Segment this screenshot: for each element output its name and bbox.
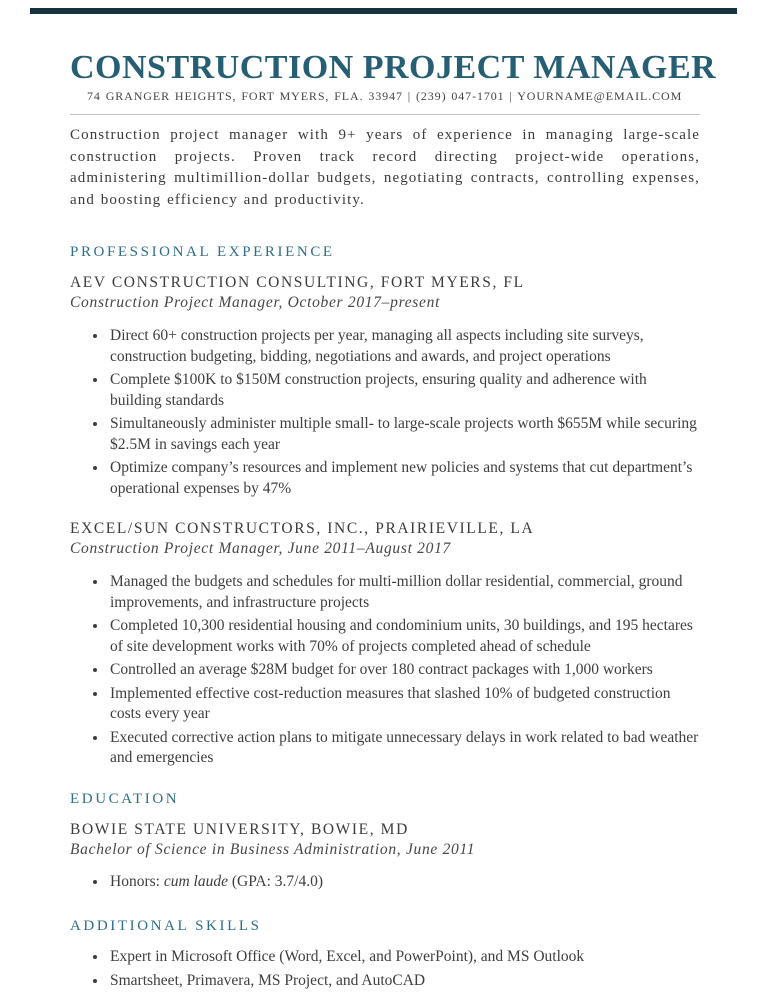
experience-entry bbox=[70, 520, 700, 769]
bullet-item: • Simultaneously administer multiple small- to large-scale projects worth $655M while securing $2.5M in savings each year bbox=[108, 414, 700, 455]
section-heading-skills: ADDITIONAL SKILLS bbox=[70, 918, 262, 934]
bullet-item: • Controlled an average $28M budget for over 180 contract packages with 1,000 workers bbox=[108, 660, 700, 681]
job-bullet-list bbox=[70, 326, 700, 499]
education-bullet-list bbox=[70, 872, 700, 893]
top-accent-bar bbox=[30, 8, 737, 14]
honors-item bbox=[108, 872, 700, 893]
contact-info: 74 GRANGER HEIGHTS, FORT MYERS, FLA. 33947 | (239) 047-1701 | YOURNAME@EMAIL.COM bbox=[87, 89, 683, 103]
job-bullet-list bbox=[70, 572, 700, 769]
honors-latin: cum laude bbox=[163, 872, 228, 890]
bullet-item: • Direct 60+ construction projects per year, managing all aspects including site surveys, construction budgeting, bidding, negotiations and awards, and project operations bbox=[108, 326, 700, 367]
company-name: AEV CONSTRUCTION CONSULTING, FORT MYERS, FL bbox=[70, 274, 525, 291]
job-title-dates: Construction Project Manager, October 2017–present bbox=[70, 294, 441, 311]
bullet-item: • Completed 10,300 residential housing and condominium units, 30 buildings, and 195 hectares of site development works with 70% of projects completed ahead of schedule bbox=[108, 616, 700, 657]
bullet-item: • Implemented effective cost-reduction measures that slashed 10% of budgeted construction costs every year bbox=[108, 684, 700, 725]
bullet-item: • Managed the budgets and schedules for multi-million dollar residential, commercial, ground improvements, and infrastructure projects bbox=[108, 572, 700, 613]
job-title-dates: Construction Project Manager, June 2011–August 2017 bbox=[70, 540, 451, 557]
honors-prefix: Honors: bbox=[110, 872, 164, 890]
education-entry bbox=[70, 821, 700, 893]
summary-paragraph: Construction project manager with 9+ years of experience in managing large-scale construction projects. Proven track record directing project-wide operations, administering multimillion-dollar budgets, negotiating contracts, controlling expenses, and boosting efficiency and productivity. bbox=[70, 127, 700, 208]
section-heading-experience: PROFESSIONAL EXPERIENCE bbox=[70, 244, 335, 260]
bullet-item: • Optimize company’s resources and implement new policies and systems that cut department’s operational expenses by 47% bbox=[108, 458, 700, 499]
bullet-item: • Expert in Microsoft Office (Word, Excel, and PowerPoint), and MS Outlook bbox=[108, 947, 700, 968]
bullet-item: • Smartsheet, Primavera, MS Project, and AutoCAD bbox=[108, 971, 700, 992]
bullet-item: • Complete $100K to $150M construction projects, ensuring quality and adherence with building standards bbox=[108, 370, 700, 411]
section-heading-education: EDUCATION bbox=[70, 790, 180, 807]
experience-entry bbox=[70, 274, 700, 499]
bullet-item: • Executed corrective action plans to mitigate unnecessary delays in work related to bad weather and emergencies bbox=[108, 728, 700, 769]
company-name: EXCEL/SUN CONSTRUCTORS, INC., PRAIRIEVILLE, LA bbox=[70, 520, 535, 537]
header-divider bbox=[70, 114, 700, 115]
honors-gpa: (GPA: 3.7/4.0) bbox=[227, 872, 323, 890]
page-title: CONSTRUCTION PROJECT MANAGER bbox=[70, 49, 717, 86]
degree-dates: Bachelor of Science in Business Administration, June 2011 bbox=[70, 840, 476, 858]
skills-bullet-list bbox=[70, 947, 700, 991]
school-name: BOWIE STATE UNIVERSITY, BOWIE, MD bbox=[70, 820, 409, 838]
